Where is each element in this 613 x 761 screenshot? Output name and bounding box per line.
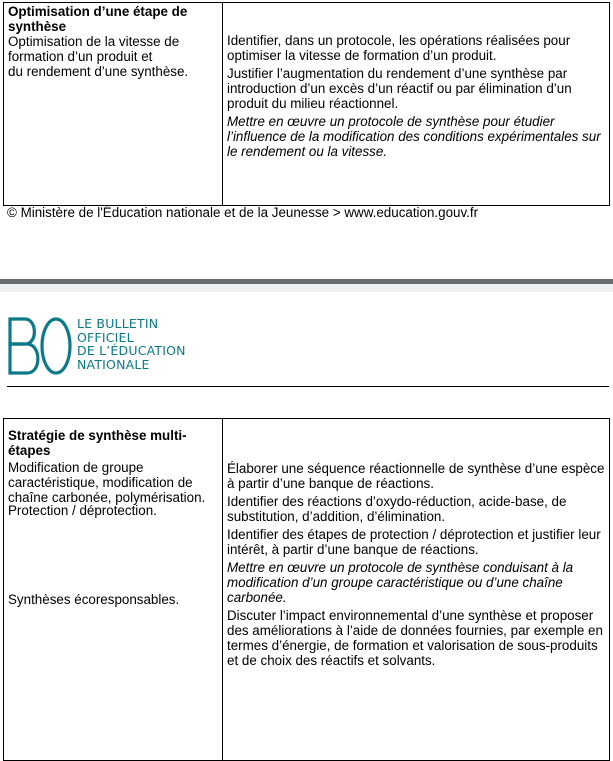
- notion-line: formation d’un produit et: [8, 49, 153, 64]
- bulletin-officiel-logo: [7, 315, 257, 381]
- section-heading: Optimisation d’une étape de synthèse: [8, 4, 188, 34]
- capacity-text: Élaborer une séquence réactionnelle de synthèse d’une espèce à partir d’une banque de réactions.: [227, 461, 605, 491]
- logo-wordmark: [77, 317, 186, 371]
- capacity-text: Justifier l’augmentation du rendement d’une synthèse par introduction d’un excès d’un réactif ou par élimination d’un produit du milieu réactionnel.: [227, 66, 572, 111]
- capacity-text: Identifier des réactions d’oxydo-réduction, acide-base, de substitution, d’addition, d’élimination.: [227, 494, 567, 524]
- bo-logo-mark: [7, 315, 73, 377]
- notion-text: Synthèses écoresponsables.: [8, 592, 180, 607]
- copyright-footer: © Ministère de l'Éducation nationale et de la Jeunesse > www.education.gouv.fr: [7, 205, 479, 220]
- capacity-text: Identifier, dans un protocole, les opérations réalisées pour optimiser la vitesse de formation d’un produit.: [227, 33, 571, 63]
- capacity-text-italic: Mettre en œuvre un protocole de synthèse conduisant à la modification d’un groupe caractéristique ou d’une chaîne carbonée.: [227, 560, 574, 605]
- logo-line: DE L’ÉDUCATION: [77, 343, 186, 358]
- logo-line: OFFICIEL: [77, 329, 134, 345]
- header-divider: [7, 386, 609, 387]
- logo-line: LE BULLETIN: [77, 316, 159, 331]
- notion-line: du rendement d’une synthèse.: [8, 64, 189, 79]
- section-heading: Stratégie de synthèse multi-étapes: [8, 428, 187, 458]
- notion-text: Modification de groupe caractéristique, modification de chaîne carbonée, polymérisation.: [8, 460, 206, 505]
- competency-table-multistep: [3, 418, 610, 761]
- capacities-cell: [223, 3, 610, 206]
- capacities-cell: [223, 419, 610, 761]
- page-separator-shadow: [0, 284, 613, 292]
- notion-line: Optimisation de la vitesse de: [8, 34, 180, 49]
- logo-line: NATIONALE: [77, 356, 150, 372]
- competency-table-optimisation: [3, 2, 610, 206]
- capacity-text: Identifier des étapes de protection / déprotection et justifier leur intérêt, à partir d’une banque de réactions.: [227, 527, 601, 557]
- notion-text: Protection / déprotection.: [8, 503, 157, 518]
- notions-cell: [4, 419, 223, 761]
- capacity-text: Discuter l’impact environnemental d’une synthèse et proposer des améliorations à l’aide de données fournies, par exemple en termes d’énergie, de formation et valorisation de sous-produits et de choix des réactifs et solvants.: [227, 608, 603, 668]
- notions-cell: [4, 3, 223, 206]
- capacity-text-italic: Mettre en œuvre un protocole de synthèse pour étudier l’influence de la modification des conditions expérimentales sur le rendement ou la vitesse.: [227, 114, 601, 159]
